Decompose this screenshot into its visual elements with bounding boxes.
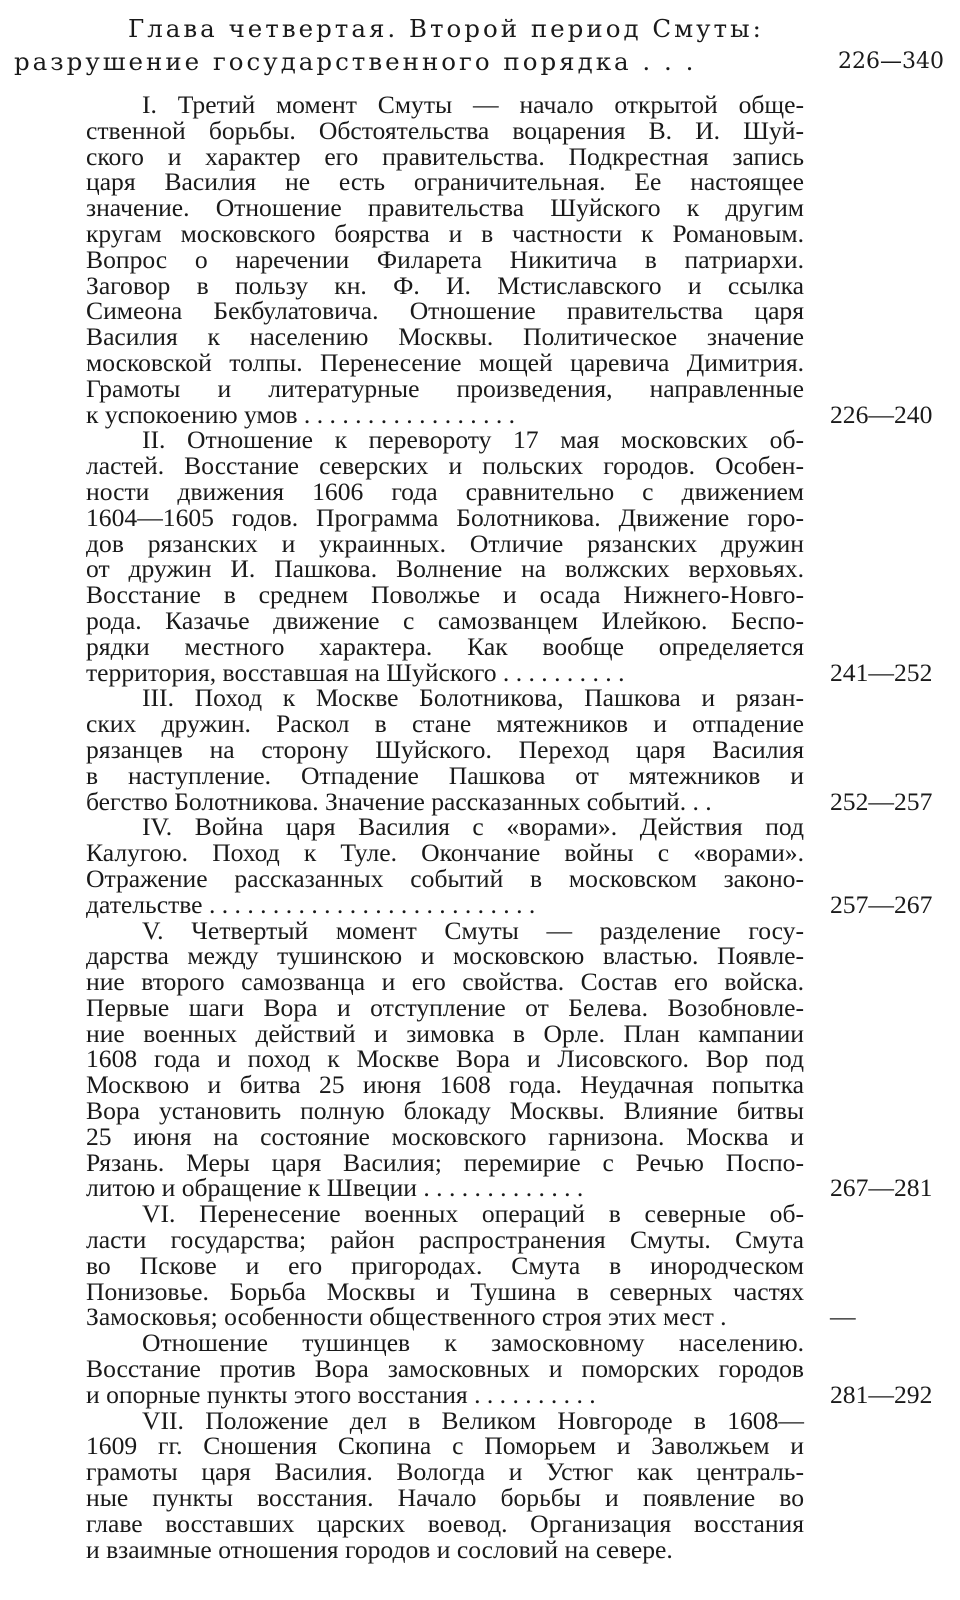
chapter-page-range: 226—340 [838,49,944,74]
toc-entry [86,1199,856,1332]
toc-entry-page-range: 252—257 [830,786,933,816]
toc-entry-line: Понизовье. Борьба Москвы и Тушина в северных частях [86,1276,804,1306]
toc-entry-line: Восстание в среднем Поволжье и осада Нижнего-Новго- [86,580,804,610]
toc-entry-line: ние военных действий и зимовка в Орле. План кампании [86,1018,804,1048]
toc-entry-line: Первые шаги Вора и отступление от Белева. Возобновле- [86,992,804,1022]
toc-entry-line: Восстание против Вора замосковных и поморских городов [86,1354,804,1384]
toc-entry-line: ластей. Восстание северских и польских городов. Особен- [86,451,804,481]
toc-entry-line: царя Василия не есть ограничительная. Ее настоящее [86,167,804,197]
toc-entry-line: III. Поход к Москве Болотникова, Пашкова и рязан- [142,683,804,713]
toc-entry-page-range: 241—252 [830,657,933,687]
toc-entry-page-range: 281—292 [830,1379,933,1409]
toc-entry-line: и опорные пункты этого восстания . . . . . . . . . . [86,1379,596,1409]
toc-entry-line: грамоты царя Василия. Вологда и Устюг как централь- [86,1457,804,1487]
toc-entry-line: V. Четвертый момент Смуты — разделение госу- [142,915,804,945]
toc-entry [86,425,933,687]
toc-entry [86,915,933,1203]
toc-entry-line: ского и характер его правительства. Подкрестная запись [86,141,804,171]
toc-entry-line: дарства между тушинскою и московскою властью. Появле- [86,941,804,971]
toc-entry [86,1328,933,1409]
toc-entry-line: VII. Положение дел в Великом Новгороде в 1608— [142,1405,804,1435]
toc-entry-line: Симеона Бекбулатовича. Отношение правительства царя [86,296,804,326]
toc-entry-line: ные пункты восстания. Начало борьбы и появление во [86,1483,804,1513]
toc-entry-line: IV. Война царя Василия с «ворами». Действия под [142,812,804,842]
toc-entry-line: ности движения 1606 года сравнительно с движением [86,476,804,506]
toc-entry [86,683,933,816]
toc-entry-line: ние второго самозванца и его свойства. Состав его войска. [86,967,804,997]
chapter-title-text: разрушение государственного порядка . . . [14,47,697,76]
toc-entry-page-range: 267—281 [830,1173,933,1203]
toc-entry-line: Василия к населению Москвы. Политическое значение [86,322,804,352]
toc-entry-page-range: — [830,1302,856,1332]
toc-entry-line: I. Третий момент Смуты — начало открытой обще- [142,90,804,119]
toc-entry-line: Заговор в пользу кн. Ф. И. Мстиславского и ссылка [86,270,804,300]
toc-entry-line: Замосковья; особенности общественного строя этих мест . [86,1302,727,1332]
toc-entry-line: рода. Казачье движение с самозванцем Илейкою. Беспо- [86,605,804,635]
toc-entry-line: ских дружин. Раскол в стане мятежников и отпадение [86,709,804,739]
toc-entry-line: ласти государства; район распространения Смуты. Смута [86,1225,804,1255]
toc-entry-line: VI. Перенесение военных операций в северные об- [142,1199,804,1229]
toc-entry-line: кругам московского боярства и в частности к Романовым. [86,218,804,248]
toc-entry-line: 1604—1605 годов. Программа Болотникова. Движение горо- [86,502,804,532]
toc-entry-page-range: 226—240 [830,399,933,429]
toc-entry-line: 1608 года и поход к Москве Вора и Лисовского. Вор под [86,1044,804,1074]
toc-entry-line: рядки местного характера. Как вообще определяется [86,631,804,661]
toc-entry-line: Отношение тушинцев к замосковному населению. [142,1328,804,1358]
toc-entry [86,1405,804,1564]
toc-entry [86,812,933,919]
toc-entry-line: к успокоению умов . . . . . . . . . . . . . . . . . [86,399,516,429]
toc-entry-line: 25 июня на состояние московского гарнизона. Москва и [86,1121,804,1151]
toc-entry-line: 1609 гг. Сношения Скопина с Поморьем и Заволжьем и [86,1431,804,1461]
toc-entry-line: II. Отношение к перевороту 17 мая московских об- [142,425,804,455]
toc-entry-line: значение. Отношение правительства Шуйского к другим [86,193,804,223]
toc-entry-line: рязанцев на сторону Шуйского. Переход царя Василия [86,734,804,764]
toc-entry-line: территория, восставшая на Шуйского . . . . . . . . . . [86,657,625,687]
toc-entry-line: бегство Болотникова. Значение рассказанных событий. . . [86,786,712,816]
toc-entry-line: во Пскове и его пригородах. Смута в инородческом [86,1250,804,1280]
toc-entry-line: от дружин И. Пашкова. Волнение на волжских верховьях. [86,554,804,584]
chapter-title-line-2 [14,45,944,78]
toc-entry-line: главе восставших царских воевод. Организация восстания [86,1508,804,1538]
toc-entry-line: дательстве . . . . . . . . . . . . . . . . . . . . . . . . . . [86,889,536,919]
toc-entry-line: московской толпы. Перенесение мощей царевича Димитрия. [86,347,804,377]
toc-entry-line: Вопрос о наречении Филарета Никитича в патриархи. [86,244,804,274]
chapter-title-line-1: Глава четвертая. Второй период Смуты: [128,14,764,43]
toc-entry-line: Грамоты и литературные произведения, направленные [86,373,804,403]
toc-entry-line: Калугою. Поход к Туле. Окончание войны с «ворами». [86,838,804,868]
toc-entry-page-range: 257—267 [830,889,933,919]
toc-entry-line: Рязань. Меры царя Василия; перемирие с Речью Поспо- [86,1147,804,1177]
toc-entry-line: и взаимные отношения городов и сословий на севере. [86,1534,673,1564]
chapter-heading [14,12,944,78]
toc-entry-line: литою и обращение к Швеции . . . . . . . . . . . . . [86,1173,584,1203]
toc-entry [86,90,933,429]
toc-entry-line: ственной борьбы. Обстоятельства воцарения В. И. Шуй- [86,115,804,145]
toc-entry-line: Отражение рассказанных событий в московском законо- [86,863,804,893]
toc-entry-line: в наступление. Отпадение Пашкова от мятежников и [86,760,804,790]
table-of-contents [86,90,933,1564]
toc-entry-line: Вора установить полную блокаду Москвы. Влияние битвы [86,1096,804,1126]
toc-entry-line: дов рязанских и украинных. Отличие рязанских дружин [86,528,804,558]
toc-entry-line: Москвою и битва 25 июня 1608 года. Неудачная попытка [86,1070,804,1100]
